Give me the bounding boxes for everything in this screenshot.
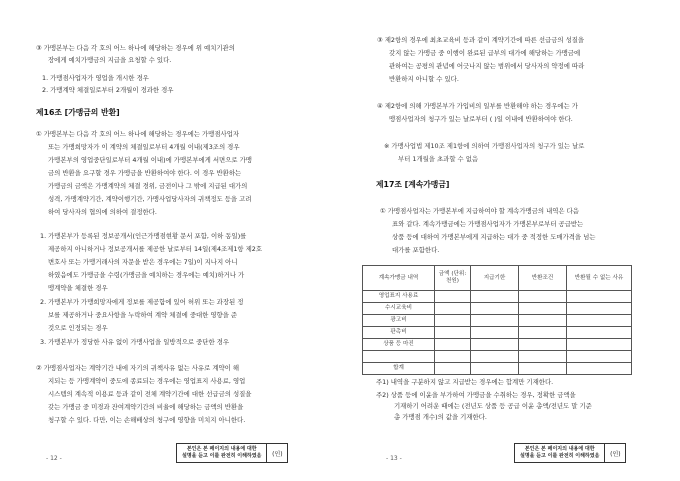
table-header: 지급기한 <box>471 266 519 291</box>
table-cell <box>435 363 471 375</box>
row-label: 판촉비 <box>363 327 435 339</box>
paragraph: 갖지 않는 가맹금 중 이행이 완료된 급부의 대가에 해당하는 가맹금에 <box>389 49 581 57</box>
list-item: 2. 가맹계약 체결일로부터 2개월이 경과한 경우 <box>42 86 174 94</box>
confirmation-line: 설명을 듣고 이를 완전히 이해하였음 <box>520 453 600 459</box>
paragraph: 청구할 수 있다. 다만, 이는 손해배상의 청구에 영향을 미치지 아니한다. <box>48 416 246 424</box>
confirmation-text <box>177 444 267 462</box>
confirmation-text <box>515 444 605 462</box>
paragraph: 시스템의 계속적 이용료 등과 같이 전체 계약기간에 대한 선급금의 성질을 <box>48 390 252 398</box>
table-cell <box>435 351 471 363</box>
table-cell <box>519 327 567 339</box>
list-item: 맹계약을 체결한 경우 <box>48 284 108 292</box>
table-cell <box>519 363 567 375</box>
table-row <box>363 315 632 327</box>
paragraph: 금의 반환을 요구할 경우 가맹금을 반환하여야 한다. 이 경우 반환하는 <box>48 169 242 177</box>
list-item: 제공하지 아니하거나 정보공개서를 제공한 날로부터 14일(제4조제1항 제2호 <box>48 245 263 253</box>
paragraph: 맹점사업자의 청구가 있는 날로부터 ( )일 이내에 반환하여야 한다. <box>389 115 573 123</box>
paragraph: 반환하지 아니할 수 있다. <box>389 75 459 83</box>
paragraph: 하여 당사자의 협의에 의하여 결정한다. <box>48 208 157 216</box>
page-number: - 13 - <box>386 455 402 462</box>
paragraph: 갖는 가맹금 중 미경과 잔여계약기간의 비율에 해당하는 금액의 반환을 <box>48 403 244 411</box>
table-cell <box>471 351 519 363</box>
confirmation-line: 본인은 본 페이지의 내용에 대한 <box>524 446 595 452</box>
table-cell <box>519 303 567 315</box>
row-label: 수시교육비 <box>363 303 435 315</box>
table-row <box>363 291 632 303</box>
table-cell <box>471 327 519 339</box>
paragraph: 표와 같다. 계속가맹금에는 가맹점사업자가 가맹본부로부터 공급받는 <box>392 220 584 228</box>
article-title: 제17조 [계속가맹금] <box>376 180 450 189</box>
paragraph: ③ 제2항의 경우에 최초교육비 등과 같이 계약기간에 따른 선급금의 성질을 <box>377 36 585 44</box>
paragraph: ① 가맹본부는 다음 각 호의 어느 하나에 해당하는 경우에는 가맹점사업자 <box>36 130 240 138</box>
list-item: 1. 가맹본부가 등록된 정보공개서(인근가맹점현황 문서 포함, 이하 동일)를 <box>40 232 247 240</box>
table-row <box>363 339 632 351</box>
page-number: - 12 - <box>46 455 62 462</box>
table-total-row <box>363 363 632 375</box>
row-label: 광고비 <box>363 315 435 327</box>
paragraph: 상품 등에 대하여 가맹본부에게 지급하는 대가 중 적정한 도매가격을 넘는 <box>392 233 596 241</box>
table-cell <box>519 315 567 327</box>
row-label: 상품 등 마진 <box>363 339 435 351</box>
table-row <box>363 303 632 315</box>
paragraph: 성격, 가맹계약기간, 계약이행기간, 가맹사업당사자의 귀책정도 등을 고려 <box>48 195 252 203</box>
paragraph: ④ 제2항에 의해 가맹본부가 가입비의 일부를 반환해야 하는 경우에는 가 <box>377 102 578 110</box>
paragraph: 가맹본부의 영업중단일로부터 4개월 이내)에 가맹본부에게 서면으로 가맹 <box>48 156 252 164</box>
paragraph: 대가를 포함한다. <box>392 246 440 254</box>
table-cell <box>567 339 632 351</box>
table-cell <box>435 291 471 303</box>
table-cell <box>471 363 519 375</box>
table-header: 반환조건 <box>519 266 567 291</box>
table-cell <box>471 291 519 303</box>
seal-field: (인) <box>272 450 283 458</box>
table-cell <box>519 339 567 351</box>
table-cell <box>519 351 567 363</box>
table-header: 계속가맹금 내역 <box>363 266 435 291</box>
table-cell <box>435 339 471 351</box>
list-item: 보를 제공하거나 중요사항을 누락하여 계약 체결에 중대한 영향을 준 <box>48 311 238 319</box>
paragraph: 장에게 예치가맹금의 지급을 요청할 수 있다. <box>48 56 172 64</box>
table-cell <box>567 327 632 339</box>
legal-note: ※ 가맹사업법 제10조 제1항에 의하여 가맹점사업자의 청구가 있는 날로 <box>384 142 585 150</box>
right-page <box>340 0 680 481</box>
paragraph: ① 가맹점사업자는 가맹본부에 지급하여야 할 계속가맹금의 내역은 다음 <box>380 207 579 215</box>
confirmation-box <box>514 443 626 463</box>
list-item: 하였음에도 가맹금을 수령(가맹금을 예치하는 경우에는 예치)하거나 가 <box>48 271 245 279</box>
paragraph: 가맹금의 금액은 가맹계약의 체결 경위, 금전이나 그 밖에 지급된 대가의 <box>48 182 248 190</box>
list-item: 2. 가맹본부가 가맹희망자에게 정보를 제공함에 있어 허위 또는 과장된 정 <box>40 298 244 306</box>
footnote: 기재하기 어려운 때에는 (전년도 상품 등 공급 이윤 총액/전년도 말 기준 <box>394 402 592 410</box>
table-cell <box>567 303 632 315</box>
table-header-row <box>363 266 632 291</box>
row-label: 합계 <box>363 363 435 375</box>
table-cell <box>567 351 632 363</box>
paragraph: 관하여는 공평의 관념에 어긋나지 않는 범위에서 당사자의 약정에 따라 <box>389 62 585 70</box>
list-item: 변호사 또는 가맹거래사의 자문을 받은 경우에는 7일)이 지나지 아니 <box>48 258 238 266</box>
footnote: 주1) 내역을 구분하지 않고 지급받는 경우에는 합계만 기재한다. <box>376 378 554 386</box>
legal-note: 부터 1개월을 초과할 수 없음 <box>398 155 479 163</box>
table-cell <box>567 363 632 375</box>
table-cell <box>471 339 519 351</box>
continuing-fee-table <box>362 265 632 375</box>
seal-field: (인) <box>610 450 621 458</box>
table-cell <box>435 303 471 315</box>
table-header: 반환될 수 없는 사유 <box>567 266 632 291</box>
list-item: 3. 가맹본부가 정당한 사유 없이 가맹사업을 일방적으로 중단한 경우 <box>40 338 230 346</box>
paragraph: ② 가맹점사업자는 계약기간 내에 자기의 귀책사유 없는 사유로 계약이 해 <box>36 364 240 372</box>
row-label <box>363 351 435 363</box>
article-title: 제16조 [가맹금의 반환] <box>36 108 120 117</box>
list-item: 1. 가맹점사업자가 영업을 개시한 경우 <box>42 74 149 82</box>
table-header: 금액 (단위: 천원) <box>435 266 471 291</box>
footnote: 주2) 상품 등에 이윤을 부가하여 가맹금을 수취하는 경우, 정확한 금액을 <box>376 391 576 399</box>
footnote: 총 가맹점 개수)의 값을 기재한다. <box>394 413 487 421</box>
table-cell <box>471 303 519 315</box>
table-cell <box>435 327 471 339</box>
paragraph: 지되는 등 가맹계약이 중도에 종료되는 경우에는 영업표지 사용료, 영업 <box>48 377 246 385</box>
paragraph: ③ 가맹본부는 다음 각 호의 어느 하나에 해당하는 경우에 위 예치기관의 <box>36 44 235 52</box>
table-cell <box>471 315 519 327</box>
table-cell <box>567 315 632 327</box>
table-row <box>363 351 632 363</box>
table-cell <box>435 315 471 327</box>
table-cell <box>567 291 632 303</box>
table-row <box>363 327 632 339</box>
list-item: 것으로 인정되는 경우 <box>48 324 108 332</box>
row-label: 영업표지 사용료 <box>363 291 435 303</box>
confirmation-line: 본인은 본 페이지의 내용에 대한 <box>186 446 257 452</box>
confirmation-line: 설명을 듣고 이를 완전히 이해하였음 <box>182 453 262 459</box>
table-cell <box>519 291 567 303</box>
confirmation-box <box>176 443 288 463</box>
paragraph: 또는 가맹희망자가 이 계약의 체결일로부터 4개월 이내(제3조의 경우 <box>48 143 240 151</box>
